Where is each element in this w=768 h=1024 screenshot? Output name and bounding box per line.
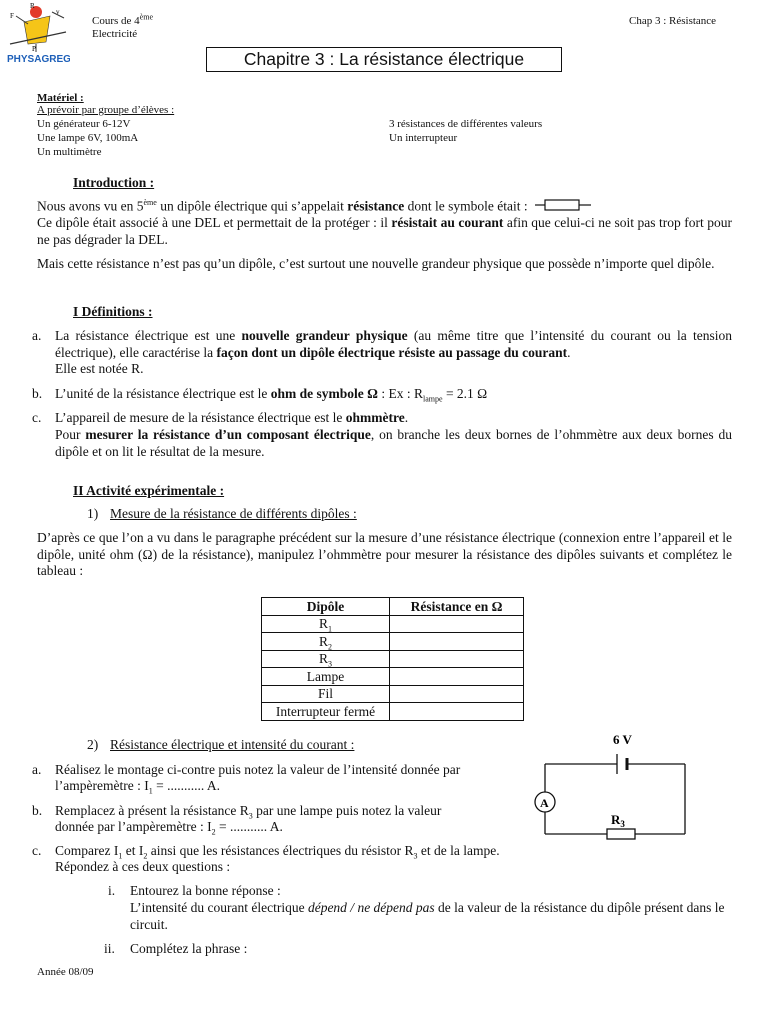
table-cell-dipole: [262, 685, 390, 703]
def-b-marker: b.: [32, 386, 43, 401]
table-cell-resistance[interactable]: [390, 650, 524, 668]
materiel-subheading: A prévoir par groupe d’élèves :: [37, 104, 175, 116]
intro-p1-b: un dipôle électrique qui s’appelait: [156, 198, 348, 214]
def-b-t2: : Ex : R: [378, 386, 424, 401]
s2a-l2-sub: 1: [148, 786, 153, 796]
def-b-b1: ohm de symbole Ω: [270, 386, 378, 401]
qii-line1: Complétez la phrase :: [130, 941, 248, 956]
materiel-left-2: Une lampe 6V, 100mA: [37, 132, 139, 144]
resistance-table: [261, 597, 524, 721]
intro-p2: [37, 215, 732, 248]
qi-line1: Entourez la bonne réponse :: [130, 883, 281, 898]
intro-p3: Mais cette résistance n’est pas qu’un dipôle, c’est surtout une nouvelle grandeur physique que possède n’importe quel dipôle.: [37, 256, 715, 271]
s2b-l1-a: Remplacez à présent la résistance R: [55, 803, 249, 818]
def-c-line1: [55, 410, 732, 427]
s2c-marker: c.: [32, 843, 42, 858]
circuit-diagram: [525, 728, 725, 848]
s2c-l1-b: et I: [122, 843, 144, 858]
s2c-l1-c: ainsi que les résistances électriques du résistor R: [147, 843, 414, 858]
s2b-marker: b.: [32, 803, 43, 818]
table-row: [262, 685, 524, 703]
table-row: [262, 615, 524, 633]
table-cell-resistance[interactable]: [390, 633, 524, 651]
intro-p2-a: Ce dipôle était associé à une DEL et permettait de la protéger : il: [37, 215, 392, 230]
dipole-sub: 2: [328, 642, 332, 652]
s2b-line1: [55, 803, 441, 820]
activity-heading: II Activité expérimentale :: [73, 483, 225, 498]
definitions-heading: I Définitions :: [73, 304, 153, 319]
table-header-dipole: Dipôle: [262, 598, 390, 616]
def-a-b2: façon dont un dipôle électrique résiste au passage du courant: [216, 344, 568, 360]
qi-answer-choice[interactable]: dépend / ne dépend pas: [307, 900, 435, 915]
qi-marker: i.: [108, 883, 116, 898]
def-a: [55, 328, 732, 361]
def-c-t2: .: [404, 410, 409, 425]
subject-label: Electricité: [92, 28, 138, 40]
table-cell-resistance[interactable]: [390, 615, 524, 633]
s2a-l2-b: = ........... A.: [152, 778, 220, 793]
s2a-line1: Réalisez le montage ci-contre puis notez la valeur de l’intensité donnée par: [55, 762, 461, 777]
page-title: Chapitre 3 : La résistance électrique: [206, 47, 562, 72]
s2c-l1-sub2: 2: [143, 851, 148, 861]
dipole-base: Fil: [317, 686, 333, 702]
s2b-l2-b: = ........... A.: [215, 819, 283, 834]
table-row: [262, 668, 524, 686]
s2a-l2-a: l’ampèremètre : I: [55, 778, 149, 793]
s2b-l2-a: donnée par l’ampèremètre : I: [55, 819, 212, 834]
def-c-l2-a: Pour: [55, 427, 86, 442]
intro-p2-bold: résistait au courant: [391, 215, 504, 230]
qi-line2: [130, 900, 732, 933]
materiel-left-3: Un multimètre: [37, 146, 102, 158]
s2b-l1-sub: 3: [248, 811, 253, 821]
s2c-l1-a: Comparez I: [55, 843, 119, 858]
intro-p1-c: dont le symbole était :: [404, 198, 528, 214]
s2c-line2: Répondez à ces deux questions :: [55, 859, 231, 874]
s2-num: 2): [87, 737, 99, 752]
qii-marker: ii.: [104, 941, 115, 956]
s2c-l1-sub1: 1: [118, 851, 123, 861]
materiel-right-2: Un interrupteur: [389, 132, 458, 144]
def-a-marker: a.: [32, 328, 42, 343]
intro-p1: [37, 198, 737, 217]
table-cell-dipole: [262, 703, 390, 721]
s2c-line1: [55, 843, 500, 860]
dipole-base: R: [318, 616, 328, 632]
logo-vector-v: v: [56, 8, 60, 16]
materiel-heading-text: Matériel :: [37, 92, 84, 104]
dipole-base: Interrupteur fermé: [275, 703, 376, 719]
table-cell-resistance[interactable]: [390, 703, 524, 721]
s2b-l1-b: par une lampe puis notez la valeur: [252, 803, 442, 818]
s1-title: Mesure de la résistance de différents dipôles :: [110, 506, 357, 521]
def-c-l2-b: , on branche les deux bornes de l’ohmmètre aux deux bornes du dipôle et on lit le résultat de la mesure.: [55, 427, 732, 459]
dipole-base: R: [318, 633, 328, 649]
def-b-sub: lampe: [423, 394, 443, 404]
def-b-t1: L’unité de la résistance électrique est le: [55, 386, 271, 401]
s1-num: 1): [87, 506, 99, 521]
s2a-line2: [55, 778, 220, 795]
course-label: [92, 12, 153, 27]
s2b-l2-sub: 2: [211, 827, 216, 837]
table-cell-dipole: [262, 668, 390, 686]
table-cell-resistance[interactable]: [390, 668, 524, 686]
materiel-right-1: 3 résistances de différentes valeurs: [389, 118, 543, 130]
def-a-line2: Elle est notée R.: [55, 361, 144, 376]
intro-heading: Introduction :: [73, 175, 155, 190]
table-row: [262, 633, 524, 651]
table-header-row: [262, 598, 524, 616]
logo-vector-f: F: [10, 12, 14, 20]
table-header-resistance: Résistance en Ω: [390, 598, 524, 616]
resistor-r3-icon: [607, 829, 635, 839]
def-a-t2: (au même titre que l’intensité du courant ou la tension électrique), elle caractérise la: [55, 328, 732, 360]
def-c-b1: ohmmètre: [345, 410, 405, 425]
logo-drawing: [6, 2, 70, 64]
course-sup: ème: [139, 12, 153, 22]
table-cell-dipole: [262, 650, 390, 668]
s2c-l1-sub3: 3: [413, 851, 418, 861]
def-c-marker: c.: [32, 410, 42, 425]
logo-vector-r: R: [30, 2, 35, 10]
def-c-t1: L’appareil de mesure de la résistance électrique est le: [55, 410, 346, 425]
intro-p1-bold: résistance: [347, 198, 405, 214]
resistor-r3-label: $R_3$: [611, 812, 625, 829]
def-a-t3: .: [567, 344, 571, 360]
table-row: [262, 650, 524, 668]
course-prefix: Cours de 4: [92, 15, 140, 27]
qi-l2-a: L’intensité du courant électrique: [130, 900, 308, 915]
footer-year: Année 08/09: [37, 966, 94, 978]
s2-title: Résistance électrique et intensité du courant :: [110, 737, 355, 752]
circuit-voltage-label: 6 V: [613, 732, 632, 747]
dipole-sub: 3: [328, 659, 332, 669]
table-cell-resistance[interactable]: [390, 685, 524, 703]
qi-l2-b: de la valeur de la résistance du dipôle présent dans le circuit.: [130, 900, 725, 932]
logo: [6, 2, 70, 64]
materiel-heading: [37, 92, 84, 104]
dipole-sub: 1: [328, 624, 332, 634]
s2b-line2: [55, 819, 283, 836]
def-b: [55, 386, 732, 403]
def-c-line2: [55, 427, 732, 460]
intro-p2-b: afin que celui-ci ne soit pas trop fort pour ne pas dégrader la DEL.: [37, 215, 732, 247]
def-a-b1: nouvelle grandeur physique: [241, 328, 408, 343]
intro-p1-sup: ème: [143, 197, 157, 207]
intro-p1-a: Nous avons vu en 5: [37, 198, 144, 214]
resistor-symbol-icon: [535, 198, 591, 217]
dipole-base: R: [318, 651, 328, 667]
s2c-l1-d: et de la lampe.: [417, 843, 500, 858]
s1-para: D’après ce que l’on a vu dans le paragraphe précédent sur la mesure d’une résistance électrique (connexion entre l’appareil et le dipôle, unité ohm (Ω) de la résistance), manipulez l’ohmmètre pour mesurer la résistance des dipôles suivants et complétez le tableau :: [37, 530, 732, 578]
logo-vector-p: P: [32, 45, 36, 53]
chapter-ref: Chap 3 : Résistance: [629, 15, 717, 27]
table-cell-dipole: [262, 615, 390, 633]
table-cell-dipole: [262, 633, 390, 651]
logo-name: PHYSAGREG: [7, 54, 70, 64]
s2a-marker: a.: [32, 762, 42, 777]
def-b-t3: = 2.1 Ω: [442, 386, 488, 401]
materiel-left-1: Un générateur 6-12V: [37, 118, 131, 130]
dipole-base: Lampe: [306, 668, 345, 684]
ammeter-label: A: [540, 796, 549, 810]
def-c-l2-bold: mesurer la résistance d’un composant électrique: [85, 427, 371, 442]
table-row: [262, 703, 524, 721]
def-a-t1: La résistance électrique est une: [55, 328, 242, 343]
